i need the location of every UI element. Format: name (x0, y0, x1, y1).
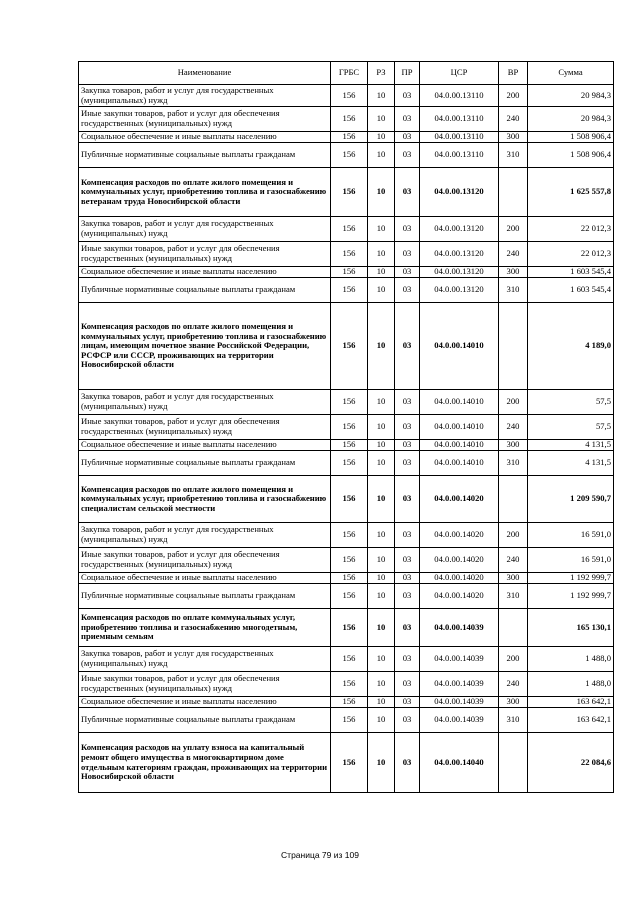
cell-rz: 10 (368, 523, 395, 548)
cell-rz: 10 (368, 584, 395, 609)
cell-vr: 310 (499, 143, 528, 168)
cell-vr: 200 (499, 390, 528, 415)
cell-pr: 03 (395, 242, 420, 267)
cell-rz: 10 (368, 451, 395, 476)
cell-pr: 03 (395, 132, 420, 143)
cell-vr: 300 (499, 132, 528, 143)
cell-grbs: 156 (331, 217, 368, 242)
cell-sum: 163 642,1 (528, 708, 614, 733)
cell-pr: 03 (395, 168, 420, 217)
cell-vr: 240 (499, 242, 528, 267)
cell-pr: 03 (395, 647, 420, 672)
cell-vr: 310 (499, 451, 528, 476)
cell-sum: 1 508 906,4 (528, 132, 614, 143)
cell-csr: 04.0.00.14020 (420, 523, 499, 548)
cell-vr (499, 168, 528, 217)
header-row (79, 62, 614, 85)
cell-csr: 04.0.00.14020 (420, 584, 499, 609)
cell-vr: 240 (499, 672, 528, 697)
cell-sum: 1 603 545,4 (528, 278, 614, 303)
cell-name: Иные закупки товаров, работ и услуг для обеспечения государственных (муниципальных) нужд (79, 548, 331, 573)
cell-name: Публичные нормативные социальные выплаты гражданам (79, 584, 331, 609)
cell-csr: 04.0.00.14010 (420, 390, 499, 415)
table-row (79, 697, 614, 708)
cell-csr: 04.0.00.14020 (420, 476, 499, 523)
table-row (79, 242, 614, 267)
cell-pr: 03 (395, 548, 420, 573)
cell-sum: 1 625 557,8 (528, 168, 614, 217)
cell-vr: 200 (499, 523, 528, 548)
cell-pr: 03 (395, 573, 420, 584)
cell-csr: 04.0.00.14010 (420, 440, 499, 451)
cell-pr: 03 (395, 609, 420, 647)
cell-rz: 10 (368, 415, 395, 440)
cell-csr: 04.0.00.13120 (420, 242, 499, 267)
cell-pr: 03 (395, 584, 420, 609)
cell-sum: 1 488,0 (528, 647, 614, 672)
cell-name: Социальное обеспечение и иные выплаты населению (79, 440, 331, 451)
cell-rz: 10 (368, 573, 395, 584)
cell-pr: 03 (395, 107, 420, 132)
cell-name: Социальное обеспечение и иные выплаты населению (79, 132, 331, 143)
cell-vr: 310 (499, 708, 528, 733)
cell-grbs: 156 (331, 107, 368, 132)
cell-csr: 04.0.00.14040 (420, 733, 499, 793)
cell-csr: 04.0.00.13110 (420, 143, 499, 168)
table-row (79, 415, 614, 440)
table-row (79, 217, 614, 242)
table-row (79, 143, 614, 168)
cell-vr: 310 (499, 584, 528, 609)
cell-vr: 300 (499, 440, 528, 451)
cell-csr: 04.0.00.14010 (420, 415, 499, 440)
cell-rz: 10 (368, 242, 395, 267)
table-row (79, 647, 614, 672)
cell-grbs: 156 (331, 476, 368, 523)
cell-csr: 04.0.00.13120 (420, 278, 499, 303)
cell-rz: 10 (368, 647, 395, 672)
cell-sum: 22 012,3 (528, 242, 614, 267)
cell-pr: 03 (395, 143, 420, 168)
cell-sum: 22 012,3 (528, 217, 614, 242)
cell-vr (499, 733, 528, 793)
cell-rz: 10 (368, 107, 395, 132)
cell-name: Социальное обеспечение и иные выплаты населению (79, 573, 331, 584)
cell-rz: 10 (368, 476, 395, 523)
cell-grbs: 156 (331, 584, 368, 609)
cell-grbs: 156 (331, 440, 368, 451)
cell-vr (499, 609, 528, 647)
cell-grbs: 156 (331, 85, 368, 107)
table-row (79, 440, 614, 451)
cell-pr: 03 (395, 415, 420, 440)
budget-table (78, 61, 614, 793)
cell-name: Компенсация расходов по оплате коммунальных услуг, приобретению топлива и газоснабжению многодетным, приемным семьям (79, 609, 331, 647)
cell-vr: 310 (499, 278, 528, 303)
cell-sum: 57,5 (528, 415, 614, 440)
cell-rz: 10 (368, 548, 395, 573)
cell-name: Компенсация расходов на уплату взноса на капитальный ремонт общего имущества в многоквартирном доме отдельным категориям граждан, проживающих на территории Новосибирской области (79, 733, 331, 793)
cell-pr: 03 (395, 451, 420, 476)
header-vr: ВР (499, 62, 528, 85)
table-row-category (79, 476, 614, 523)
cell-sum: 165 130,1 (528, 609, 614, 647)
cell-sum: 1 508 906,4 (528, 143, 614, 168)
cell-grbs: 156 (331, 451, 368, 476)
cell-name: Иные закупки товаров, работ и услуг для обеспечения государственных (муниципальных) нужд (79, 242, 331, 267)
cell-rz: 10 (368, 697, 395, 708)
cell-name: Закупка товаров, работ и услуг для государственных (муниципальных) нужд (79, 85, 331, 107)
cell-rz: 10 (368, 609, 395, 647)
table-row (79, 390, 614, 415)
cell-csr: 04.0.00.14020 (420, 573, 499, 584)
cell-sum: 1 209 590,7 (528, 476, 614, 523)
cell-name: Публичные нормативные социальные выплаты гражданам (79, 278, 331, 303)
cell-sum: 20 984,3 (528, 107, 614, 132)
cell-grbs: 156 (331, 415, 368, 440)
cell-vr: 240 (499, 548, 528, 573)
cell-csr: 04.0.00.13110 (420, 132, 499, 143)
cell-pr: 03 (395, 708, 420, 733)
cell-csr: 04.0.00.14010 (420, 303, 499, 390)
cell-grbs: 156 (331, 390, 368, 415)
cell-csr: 04.0.00.14039 (420, 708, 499, 733)
cell-pr: 03 (395, 390, 420, 415)
cell-sum: 1 192 999,7 (528, 584, 614, 609)
cell-rz: 10 (368, 733, 395, 793)
cell-sum: 57,5 (528, 390, 614, 415)
cell-csr: 04.0.00.14039 (420, 647, 499, 672)
cell-pr: 03 (395, 697, 420, 708)
cell-pr: 03 (395, 85, 420, 107)
cell-name: Иные закупки товаров, работ и услуг для обеспечения государственных (муниципальных) нужд (79, 107, 331, 132)
cell-vr: 300 (499, 697, 528, 708)
table-row-category (79, 168, 614, 217)
table-row (79, 584, 614, 609)
cell-csr: 04.0.00.13120 (420, 168, 499, 217)
table-row (79, 672, 614, 697)
cell-csr: 04.0.00.14010 (420, 451, 499, 476)
cell-vr: 200 (499, 647, 528, 672)
cell-vr (499, 476, 528, 523)
cell-rz: 10 (368, 132, 395, 143)
table-row-category (79, 609, 614, 647)
cell-rz: 10 (368, 303, 395, 390)
cell-sum: 4 189,0 (528, 303, 614, 390)
cell-sum: 1 603 545,4 (528, 267, 614, 278)
cell-grbs: 156 (331, 708, 368, 733)
cell-vr (499, 303, 528, 390)
table-body (79, 85, 614, 793)
cell-sum: 16 591,0 (528, 523, 614, 548)
cell-name: Компенсация расходов по оплате жилого помещения и коммунальных услуг, приобретению топлива и газоснабжению лицам, имеющим почетное звание Российской Федерации, РСФСР или СССР, проживающих на территории Новосибирской области (79, 303, 331, 390)
cell-name: Иные закупки товаров, работ и услуг для обеспечения государственных (муниципальных) нужд (79, 672, 331, 697)
header-grbs: ГРБС (331, 62, 368, 85)
cell-name: Социальное обеспечение и иные выплаты населению (79, 267, 331, 278)
cell-rz: 10 (368, 440, 395, 451)
cell-grbs: 156 (331, 548, 368, 573)
cell-pr: 03 (395, 733, 420, 793)
cell-sum: 4 131,5 (528, 440, 614, 451)
header-rz: РЗ (368, 62, 395, 85)
cell-name: Закупка товаров, работ и услуг для государственных (муниципальных) нужд (79, 217, 331, 242)
cell-grbs: 156 (331, 168, 368, 217)
cell-csr: 04.0.00.13110 (420, 107, 499, 132)
cell-pr: 03 (395, 267, 420, 278)
cell-rz: 10 (368, 708, 395, 733)
cell-grbs: 156 (331, 573, 368, 584)
cell-pr: 03 (395, 278, 420, 303)
cell-pr: 03 (395, 476, 420, 523)
cell-grbs: 156 (331, 242, 368, 267)
cell-csr: 04.0.00.13110 (420, 85, 499, 107)
cell-name: Компенсация расходов по оплате жилого помещения и коммунальных услуг, приобретению топлива и газоснабжению ветеранам труда Новосибирской области (79, 168, 331, 217)
table-row (79, 107, 614, 132)
cell-grbs: 156 (331, 733, 368, 793)
table-row (79, 523, 614, 548)
cell-grbs: 156 (331, 647, 368, 672)
header-sum: Сумма (528, 62, 614, 85)
cell-sum: 20 984,3 (528, 85, 614, 107)
cell-grbs: 156 (331, 143, 368, 168)
table-row (79, 132, 614, 143)
cell-name: Социальное обеспечение и иные выплаты населению (79, 697, 331, 708)
cell-rz: 10 (368, 168, 395, 217)
cell-grbs: 156 (331, 267, 368, 278)
cell-rz: 10 (368, 85, 395, 107)
cell-sum: 22 084,6 (528, 733, 614, 793)
table-row (79, 85, 614, 107)
cell-csr: 04.0.00.14020 (420, 548, 499, 573)
cell-vr: 240 (499, 107, 528, 132)
cell-vr: 200 (499, 217, 528, 242)
cell-sum: 1 488,0 (528, 672, 614, 697)
cell-grbs: 156 (331, 523, 368, 548)
cell-grbs: 156 (331, 609, 368, 647)
cell-name: Закупка товаров, работ и услуг для государственных (муниципальных) нужд (79, 390, 331, 415)
cell-csr: 04.0.00.14039 (420, 672, 499, 697)
page-number: Страница 79 из 109 (281, 850, 359, 860)
cell-name: Публичные нормативные социальные выплаты гражданам (79, 708, 331, 733)
header-pr: ПР (395, 62, 420, 85)
cell-vr: 200 (499, 85, 528, 107)
cell-name: Компенсация расходов по оплате жилого помещения и коммунальных услуг, приобретению топлива и газоснабжению специалистам сельской местности (79, 476, 331, 523)
table-row (79, 573, 614, 584)
cell-sum: 4 131,5 (528, 451, 614, 476)
table-row (79, 278, 614, 303)
cell-pr: 03 (395, 672, 420, 697)
cell-rz: 10 (368, 390, 395, 415)
header-name: Наименование (79, 62, 331, 85)
cell-name: Закупка товаров, работ и услуг для государственных (муниципальных) нужд (79, 647, 331, 672)
table-row-category (79, 303, 614, 390)
cell-grbs: 156 (331, 278, 368, 303)
table-row-category (79, 733, 614, 793)
header-csr: ЦСР (420, 62, 499, 85)
cell-sum: 1 192 999,7 (528, 573, 614, 584)
table-row (79, 708, 614, 733)
cell-csr: 04.0.00.13120 (420, 267, 499, 278)
cell-csr: 04.0.00.14039 (420, 609, 499, 647)
cell-rz: 10 (368, 672, 395, 697)
cell-name: Иные закупки товаров, работ и услуг для обеспечения государственных (муниципальных) нужд (79, 415, 331, 440)
cell-pr: 03 (395, 217, 420, 242)
cell-name: Публичные нормативные социальные выплаты гражданам (79, 143, 331, 168)
cell-grbs: 156 (331, 303, 368, 390)
cell-name: Публичные нормативные социальные выплаты гражданам (79, 451, 331, 476)
cell-sum: 16 591,0 (528, 548, 614, 573)
cell-pr: 03 (395, 303, 420, 390)
table-row (79, 451, 614, 476)
cell-sum: 163 642,1 (528, 697, 614, 708)
cell-vr: 300 (499, 267, 528, 278)
cell-rz: 10 (368, 278, 395, 303)
cell-rz: 10 (368, 143, 395, 168)
table-row (79, 267, 614, 278)
cell-pr: 03 (395, 440, 420, 451)
cell-grbs: 156 (331, 697, 368, 708)
cell-grbs: 156 (331, 672, 368, 697)
cell-name: Закупка товаров, работ и услуг для государственных (муниципальных) нужд (79, 523, 331, 548)
cell-pr: 03 (395, 523, 420, 548)
cell-csr: 04.0.00.13120 (420, 217, 499, 242)
cell-csr: 04.0.00.14039 (420, 697, 499, 708)
cell-rz: 10 (368, 217, 395, 242)
cell-vr: 240 (499, 415, 528, 440)
table-row (79, 548, 614, 573)
cell-rz: 10 (368, 267, 395, 278)
cell-vr: 300 (499, 573, 528, 584)
cell-grbs: 156 (331, 132, 368, 143)
